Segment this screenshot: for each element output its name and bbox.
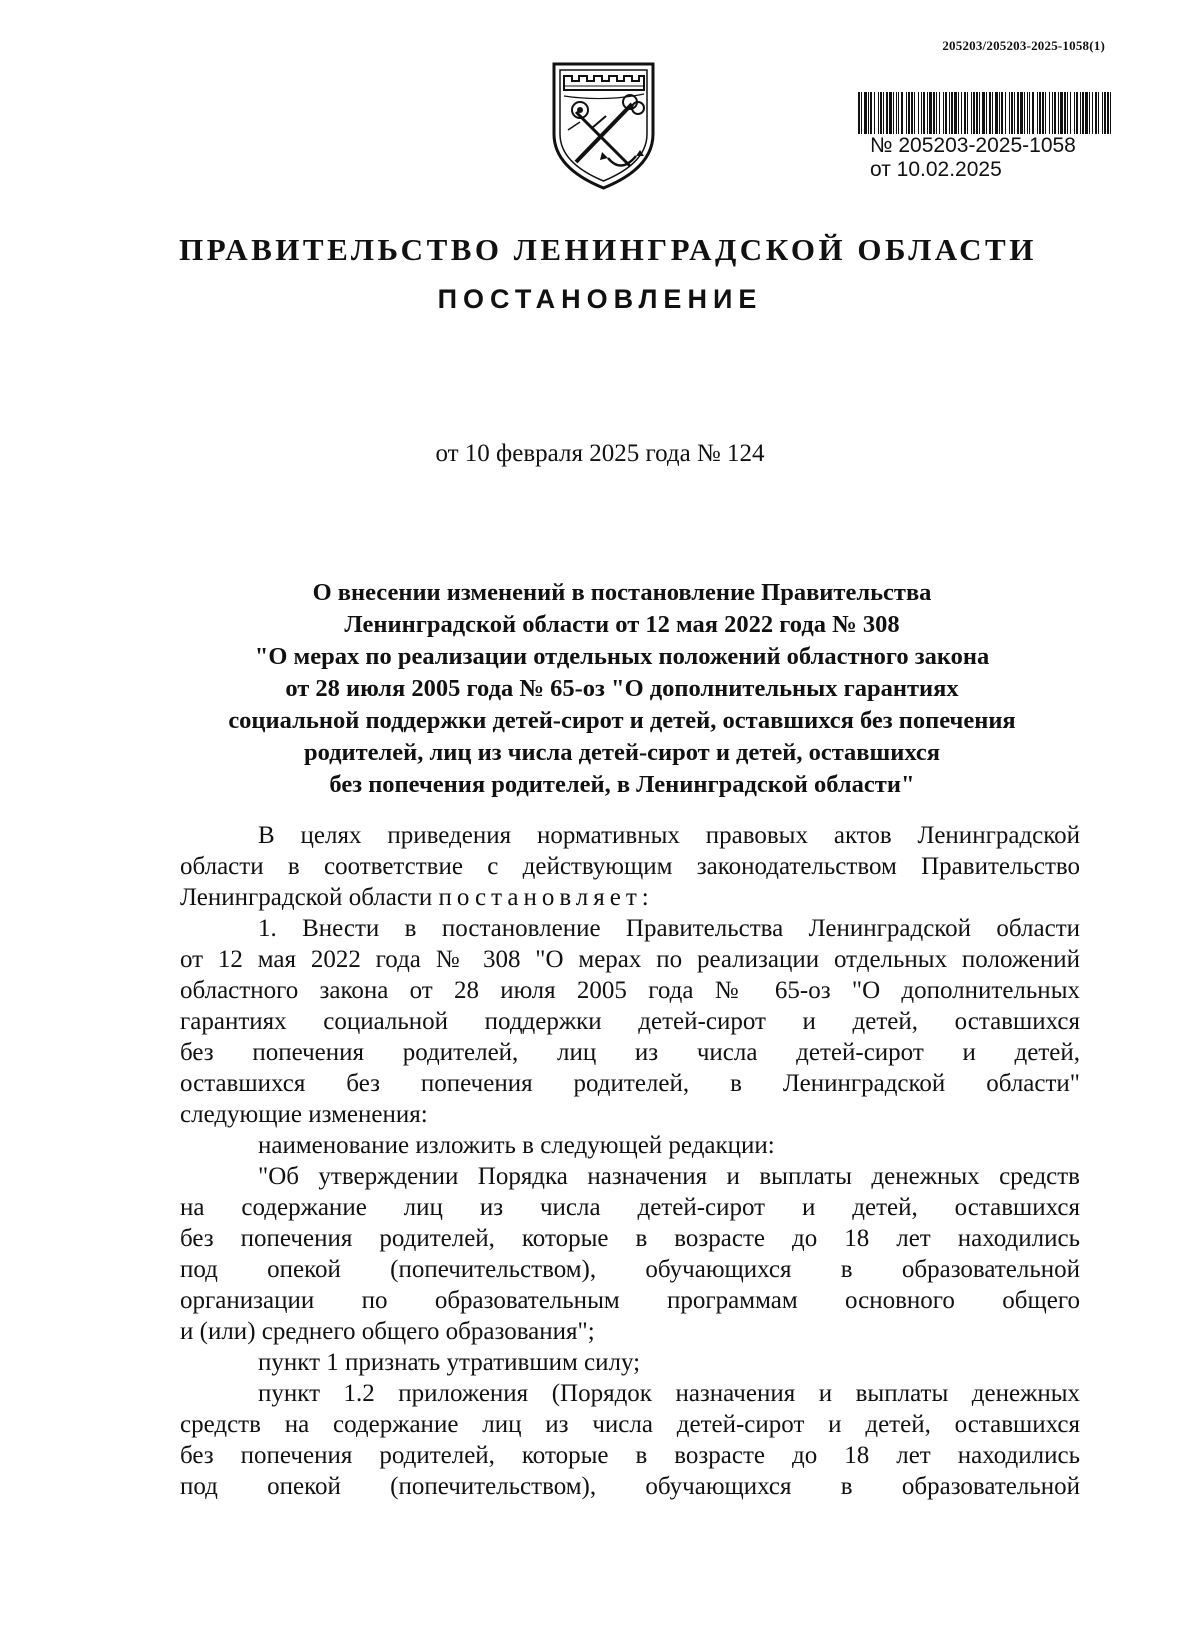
subject-line: Ленинградской области от 12 мая 2022 года № 308 [344, 611, 900, 638]
registration-date: от 10.02.2025 [870, 158, 1002, 181]
body-line [180, 882, 1080, 913]
body-line: от 12 мая 2022 года № 308 "О мерах по реализации отдельных положений [180, 946, 1080, 973]
subject-line: "О мерах по реализации отдельных положений областного закона [254, 643, 990, 670]
resolution-subject [170, 577, 1074, 801]
document-type-title: ПОСТАНОВЛЕНИЕ [437, 284, 763, 314]
body-line: без попечения родителей, которые в возрасте до 18 лет находились [180, 1225, 1080, 1252]
subject-line: родителей, лиц из числа детей-сирот и детей, оставшихся [303, 739, 941, 766]
body-line: средств на содержание лиц из числа детей-сирот и детей, оставшихся [180, 1411, 1080, 1438]
body-text: Ленинградской области [180, 884, 439, 911]
body-line: "Об утверждении Порядка назначения и выплаты денежных средств [258, 1163, 1080, 1190]
body-line: наименование изложить в следующей редакции: [258, 1132, 775, 1159]
body-line: и (или) среднего общего образования"; [180, 1318, 595, 1345]
body-line: следующие изменения: [180, 1101, 428, 1128]
subject-line: О внесении изменений в постановление Правительства [312, 579, 932, 606]
subject-line: без попечения родителей, в Ленинградской области" [329, 771, 915, 798]
body-line: В целях приведения нормативных правовых актов Ленинградской [258, 822, 1080, 849]
body-line: на содержание лиц из числа детей-сирот и детей, оставшихся [180, 1194, 1080, 1221]
body-line: гарантиях социальной поддержки детей-сирот и детей, оставшихся [180, 1008, 1080, 1035]
body-line: без попечения родителей, лиц из числа детей-сирот и детей, [180, 1039, 1080, 1066]
government-title: ПРАВИТЕЛЬСТВО ЛЕНИНГРАДСКОЙ ОБЛАСТИ [179, 232, 1037, 267]
body-line: областного закона от 28 июля 2005 года № 65-оз "О дополнительных [180, 977, 1080, 1004]
registration-number: № 205203-2025-1058 [870, 134, 1076, 157]
body-line: пункт 1.2 приложения (Порядок назначения и выплаты денежных [258, 1380, 1080, 1407]
body-line: без попечения родителей, которые в возрасте до 18 лет находились [180, 1442, 1080, 1469]
resolution-body [180, 820, 1080, 1502]
body-line: пункт 1 признать утратившим силу; [258, 1349, 641, 1376]
body-line: 1. Внести в постановление Правительства Ленинградской области [258, 915, 1080, 942]
body-line: организации по образовательным программам основного общего [180, 1287, 1080, 1314]
barcode-registration-block [858, 92, 1118, 182]
subject-line: социальной поддержки детей-сирот и детей, оставшихся без попечения [228, 707, 1016, 734]
leningrad-oblast-coat-of-arms-icon [546, 56, 661, 191]
body-line: под опекой (попечительством), обучающихся в образовательной [180, 1473, 1080, 1500]
resolution-date-number: от 10 февраля 2025 года № 124 [435, 440, 765, 467]
body-line: под опекой (попечительством), обучающихся в образовательной [180, 1256, 1080, 1283]
body-line: оставшихся без попечения родителей, в Ленинградской области" [180, 1070, 1080, 1097]
resolves-word: постановляет: [438, 884, 654, 911]
body-line: области в соответствие с действующим законодательством Правительство [180, 853, 1080, 880]
subject-line: от 28 июля 2005 года № 65-оз "О дополнительных гарантиях [285, 675, 959, 702]
document-code: 205203/205203-2025-1058(1) [942, 38, 1105, 53]
barcode-icon [858, 92, 1112, 134]
